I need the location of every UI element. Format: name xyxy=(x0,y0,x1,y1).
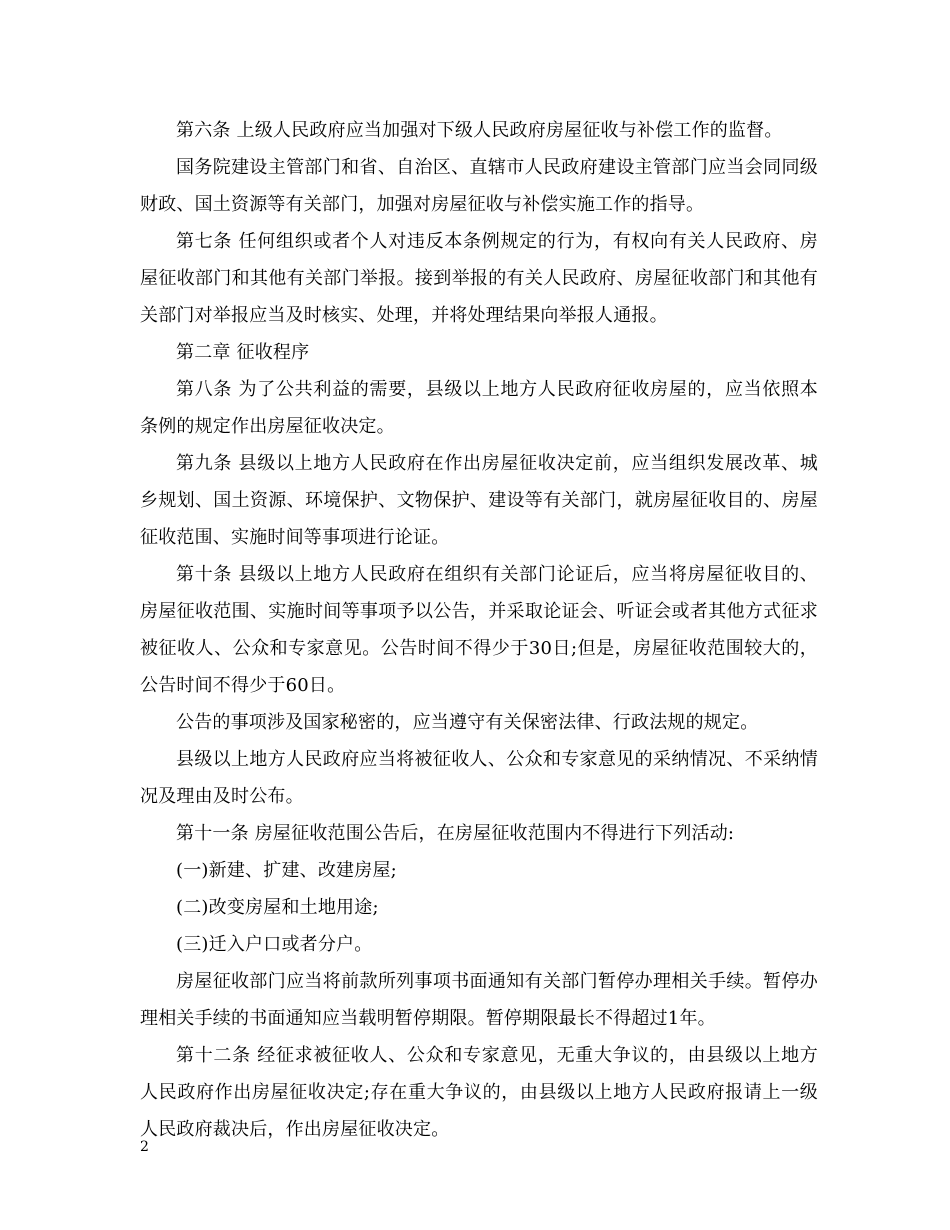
paragraph-article-6-guidance: 国务院建设主管部门和省、自治区、直辖市人民政府建设主管部门应当会同同级财政、国土资源等有关部门，加强对房屋征收与补偿实施工作的指导。 xyxy=(140,157,818,215)
paragraph-article-8: 第八条 为了公共利益的需要，县级以上地方人民政府征收房屋的，应当依照本条例的规定作出房屋征收决定。 xyxy=(140,379,818,437)
paragraph-article-10: 第十条 县级以上地方人民政府在组织有关部门论证后，应当将房屋征收目的、房屋征收范围、实施时间等事项予以公告，并采取论证会、听证会或者其他方式征求被征收人、公众和专家意见。公告时间不得少于30日;但是，房屋征收范围较大的，公告时间不得少于60日。 xyxy=(140,564,818,696)
paragraph-article-10-publication: 县级以上地方人民政府应当将被征收人、公众和专家意见的采纳情况、不采纳情况及理由及时公布。 xyxy=(140,749,818,807)
list-item-3: (三)迁入户口或者分户。 xyxy=(176,934,373,955)
paragraph-article-6: 第六条 上级人民政府应当加强对下级人民政府房屋征收与补偿工作的监督。 xyxy=(176,120,783,141)
document-body xyxy=(140,112,818,1148)
paragraph-article-11-notice: 房屋征收部门应当将前款所列事项书面通知有关部门暂停办理相关手续。暂停办理相关手续的书面通知应当载明暂停期限。暂停期限最长不得超过1年。 xyxy=(140,971,818,1029)
paragraph-article-7: 第七条 任何组织或者个人对违反本条例规定的行为，有权向有关人民政府、房屋征收部门和其他有关部门举报。接到举报的有关人民政府、房屋征收部门和其他有关部门对举报应当及时核实、处理，并将处理结果向举报人通报。 xyxy=(140,231,818,326)
paragraph-article-10-secrecy: 公告的事项涉及国家秘密的，应当遵守有关保密法律、行政法规的规定。 xyxy=(176,712,759,733)
list-item-1: (一)新建、扩建、改建房屋; xyxy=(176,860,397,881)
list-item-2: (二)改变房屋和土地用途; xyxy=(176,897,379,918)
paragraph-article-12: 第十二条 经征求被征收人、公众和专家意见，无重大争议的，由县级以上地方人民政府作出房屋征收决定;存在重大争议的，由县级以上地方人民政府报请上一级人民政府裁决后，作出房屋征收决定。 xyxy=(140,1045,818,1140)
paragraph-article-11: 第十一条 房屋征收范围公告后，在房屋征收范围内不得进行下列活动: xyxy=(176,823,735,844)
paragraph-article-9: 第九条 县级以上地方人民政府在作出房屋征收决定前，应当组织发展改革、城乡规划、国土资源、环境保护、文物保护、建设等有关部门，就房屋征收目的、房屋征收范围、实施时间等事项进行论证。 xyxy=(140,453,818,548)
chapter-heading: 第二章 征收程序 xyxy=(176,342,310,363)
page-number: 2 xyxy=(140,1139,149,1155)
